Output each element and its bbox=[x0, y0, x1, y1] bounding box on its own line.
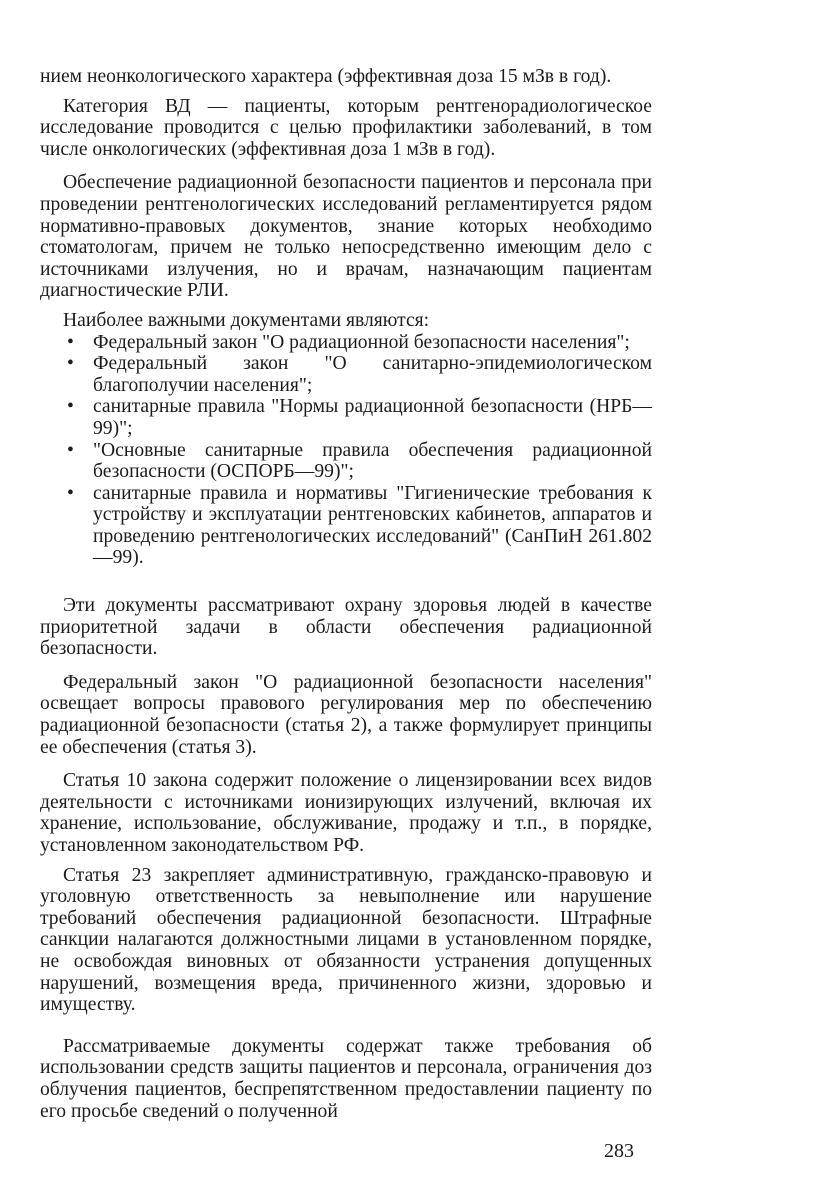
bullet-icon: • bbox=[67, 439, 74, 461]
list-item-text: Федеральный закон "О санитарно-эпидемиологическом благополучии населения"; bbox=[93, 353, 652, 396]
list-item bbox=[40, 440, 652, 483]
bullet-icon: • bbox=[67, 396, 74, 418]
paragraph-category-vd: Категория ВД — пациенты, которым рентгенорадиологическое исследование проводится с целью профилактики заболеваний, в том числе онкологических (эффективная доза 1 мЗв в год). bbox=[40, 95, 652, 160]
list-item bbox=[40, 353, 652, 396]
page-number: 283 bbox=[604, 1140, 634, 1162]
list-item-text: санитарные правила "Нормы радиационной безопасности (НРБ—99)"; bbox=[93, 396, 652, 439]
bullet-icon: • bbox=[67, 353, 74, 375]
page-body bbox=[40, 66, 652, 1122]
list-item bbox=[40, 483, 652, 569]
list-item bbox=[40, 396, 652, 439]
list-item bbox=[40, 332, 652, 354]
bullet-icon: • bbox=[67, 331, 74, 353]
paragraph-protection-requirements: Рассматриваемые документы содержат также требования об использовании средств защиты пациентов и персонала, ограничения доз облучения пациентов, беспрепятственном предоставлении пациенту по его просьбе сведений о полученной bbox=[40, 1035, 652, 1122]
paragraph-federal-law: Федеральный закон "О радиационной безопасности населения" освещает вопросы правового регулирования мер по обеспечению радиационной безопасности (статья 2), а также формулирует принципы ее обеспечения (статья 3). bbox=[40, 671, 652, 758]
paragraph-article-23: Статья 23 закрепляет административную, гражданско-правовую и уголовную ответственность за невыполнение или нарушение требований обеспечения радиационной безопасности. Штрафные санкции налагаются должностными лицами в установленном порядке, не освобождая виновных от обязанности устранения допущенных нарушений, возмещения вреда, причиненного жизни, здоровью и имуществу. bbox=[40, 864, 652, 1016]
list-item-text: "Основные санитарные правила обеспечения радиационной безопасности (ОСПОРБ—99)"; bbox=[93, 439, 652, 483]
paragraph-documents-intro: Наиболее важными документами являются: bbox=[63, 309, 430, 331]
list-item-text: санитарные правила и нормативы "Гигиенические требования к устройству и эксплуатации рентгеновских кабинетов, аппаратов и проведению рентгенологических исследований" (СанПиН 261.802—99). bbox=[93, 482, 652, 569]
paragraph-continued: нием неонкологического характера (эффективная доза 15 мЗв в год). bbox=[40, 66, 612, 87]
paragraph-radiation-safety: Обеспечение радиационной безопасности пациентов и персонала при проведении рентгенологических исследований регламентируется рядом нормативно-правовых документов, знание которых необходимо стоматологам, причем не только непосредственно имеющим дело с источниками излучения, но и врачам, назначающим пациентам диагностические РЛИ. bbox=[40, 172, 652, 302]
bullet-icon: • bbox=[67, 482, 74, 504]
list-item-text: Федеральный закон "О радиационной безопасности населения"; bbox=[93, 331, 630, 353]
documents-list bbox=[40, 332, 652, 570]
paragraph-article-10: Статья 10 закона содержит положение о лицензировании всех видов деятельности с источниками ионизирующих излучений, включая их хранение, использование, обслуживание, продажу и т.п., в порядке, установленном законодательством РФ. bbox=[40, 770, 652, 856]
paragraph-documents-purpose: Эти документы рассматривают охрану здоровья людей в качестве приоритетной задачи в области обеспечения радиационной безопасности. bbox=[40, 595, 652, 660]
